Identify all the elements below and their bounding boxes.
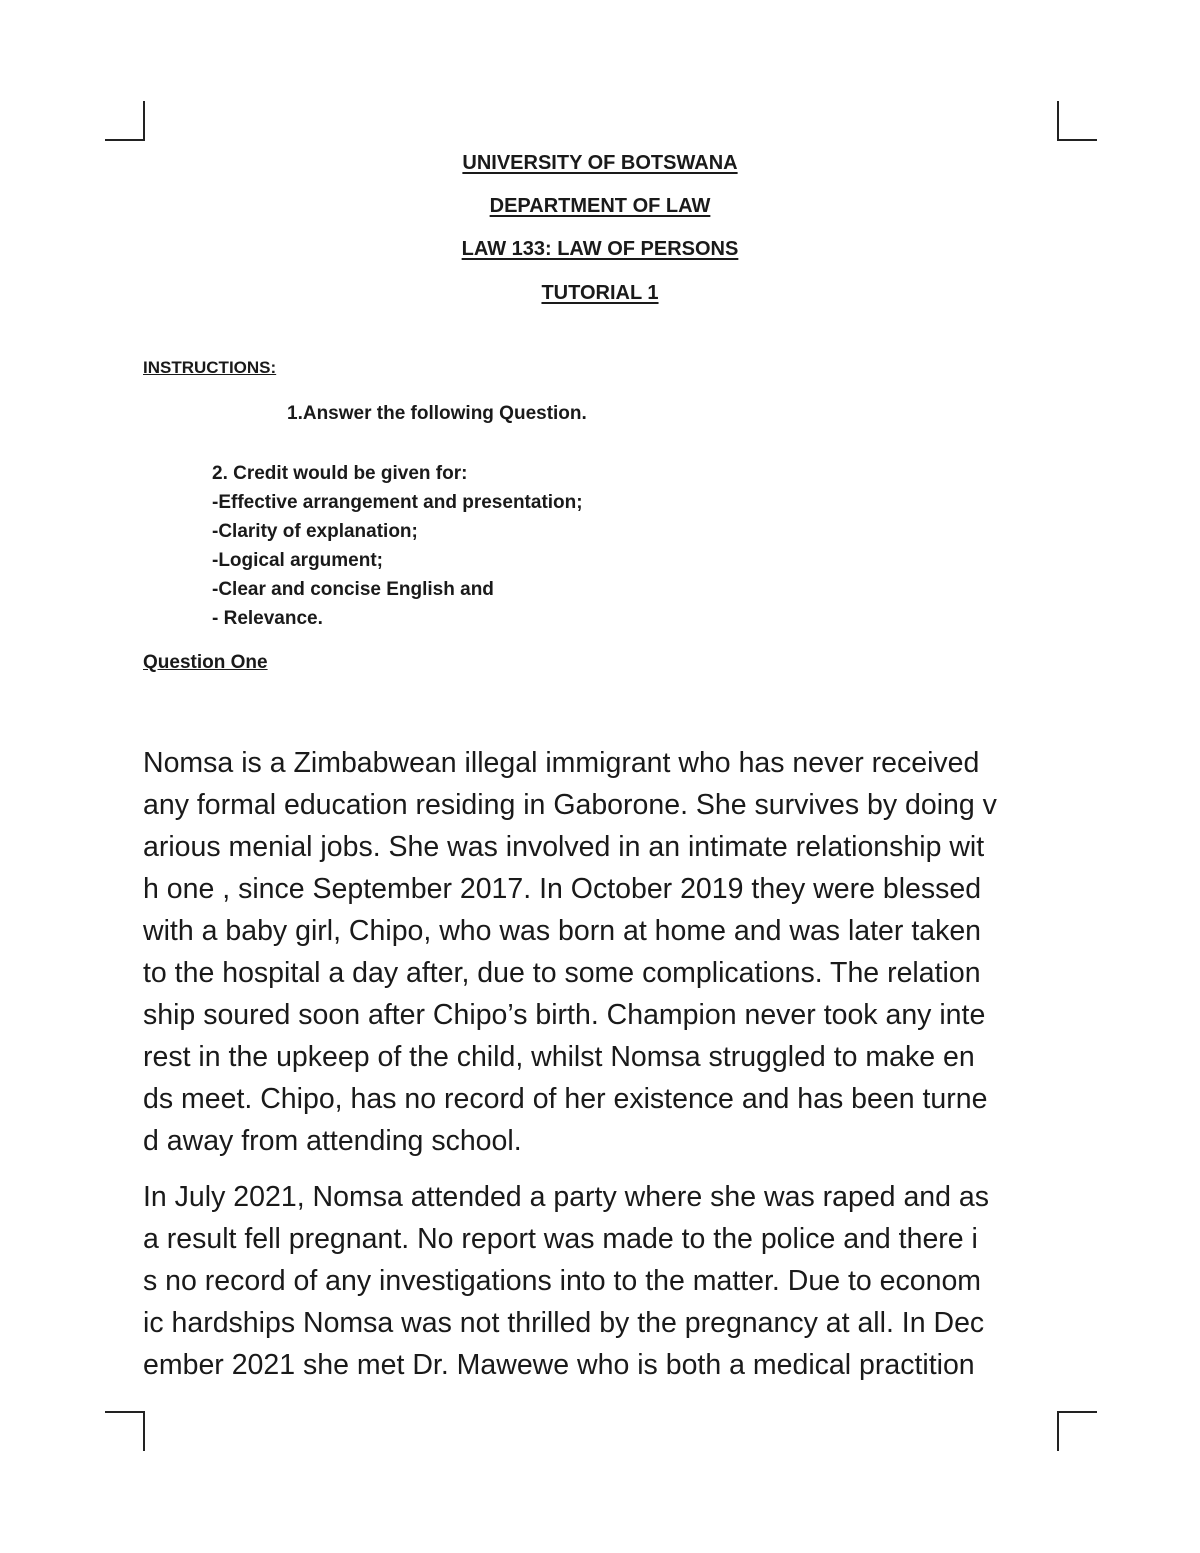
crop-mark-top-right: [1057, 101, 1097, 141]
paragraph-line: rest in the upkeep of the child, whilst Nomsa struggled to make en: [143, 1041, 975, 1073]
instructions-label: INSTRUCTIONS:: [143, 358, 277, 377]
credit-line: -Clear and concise English and: [212, 579, 494, 600]
paragraph-line: ic hardships Nomsa was not thrilled by the pregnancy at all. In Dec: [143, 1307, 985, 1339]
paragraph-line: ember 2021 she met Dr. Mawewe who is both a medical practition: [143, 1349, 975, 1381]
paragraph-line: a result fell pregnant. No report was made to the police and there i: [143, 1223, 978, 1255]
credit-line: -Effective arrangement and presentation;: [212, 492, 583, 513]
instruction-item-1: 1.Answer the following Question.: [287, 403, 587, 424]
paragraph-line: Nomsa is a Zimbabwean illegal immigrant who has never received: [143, 747, 980, 779]
credit-criteria-list: [212, 459, 583, 633]
course-title: LAW 133: LAW OF PERSONS: [461, 238, 739, 260]
paragraph-line: arious menial jobs. She was involved in an intimate relationship wit: [143, 831, 985, 863]
paragraph-line: s no record of any investigations into to the matter. Due to econom: [143, 1265, 982, 1297]
crop-mark-top-left: [105, 101, 145, 141]
paragraph-line: to the hospital a day after, due to some complications. The relation: [143, 957, 981, 989]
credit-line: -Logical argument;: [212, 550, 384, 571]
question-paragraph-2: [143, 1176, 1073, 1386]
paragraph-line: h one , since September 2017. In October 2019 they were blessed: [143, 873, 982, 905]
question-paragraph-1: [143, 742, 1073, 1162]
credit-line: 2. Credit would be given for:: [212, 463, 468, 484]
paragraph-line: ship soured soon after Chipo’s birth. Champion never took any inte: [143, 999, 986, 1031]
paragraph-line: any formal education residing in Gaborone. She survives by doing v: [143, 789, 997, 821]
department-title: DEPARTMENT OF LAW: [489, 195, 711, 217]
tutorial-title: TUTORIAL 1: [541, 282, 659, 304]
paragraph-line: with a baby girl, Chipo, who was born at home and was later taken: [143, 915, 982, 947]
university-title: UNIVERSITY OF BOTSWANA: [462, 152, 738, 174]
question-heading: Question One: [143, 652, 268, 673]
paragraph-line: ds meet. Chipo, has no record of her existence and has been turne: [143, 1083, 988, 1115]
paragraph-line: d away from attending school.: [143, 1125, 522, 1157]
credit-line: - Relevance.: [212, 608, 323, 629]
crop-mark-bottom-left: [105, 1411, 145, 1451]
paragraph-line: In July 2021, Nomsa attended a party where she was raped and as: [143, 1181, 990, 1213]
crop-mark-bottom-right: [1057, 1411, 1097, 1451]
credit-line: -Clarity of explanation;: [212, 521, 418, 542]
